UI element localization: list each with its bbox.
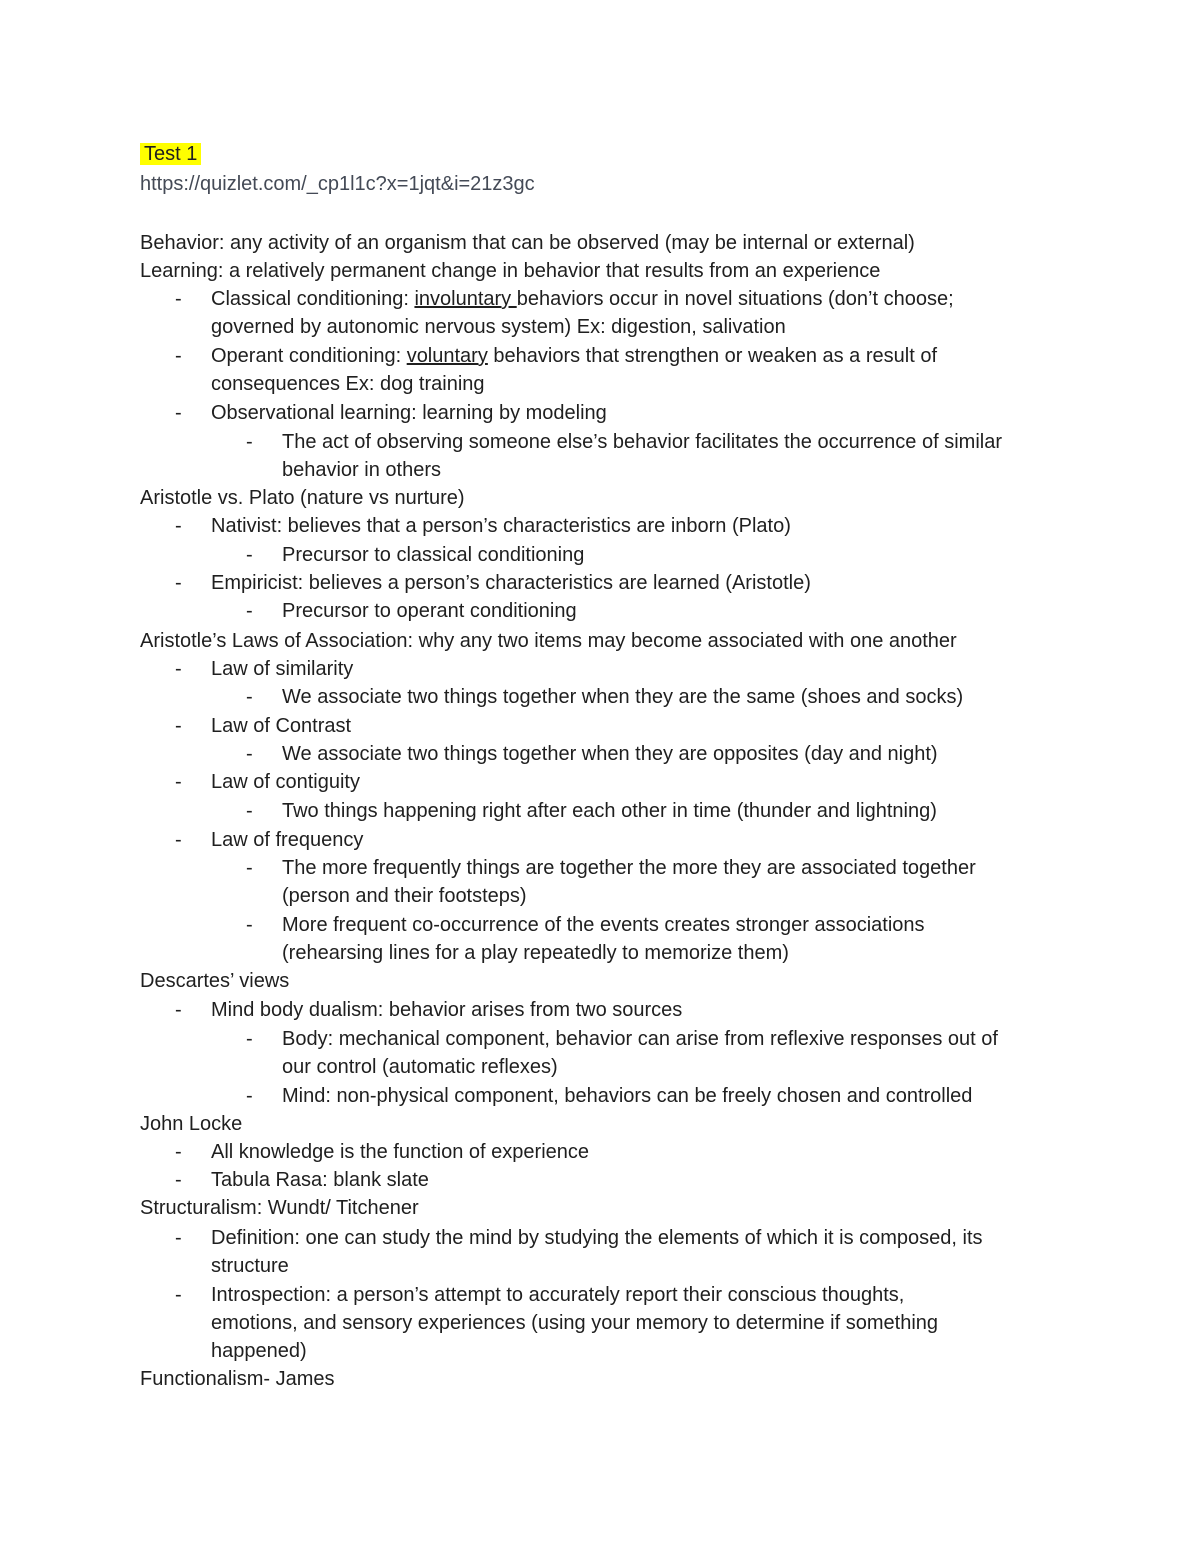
sub-bullet-dash: - <box>246 1028 253 1050</box>
mind-body-dualism: Mind body dualism: behavior arises from two sources <box>211 999 683 1021</box>
nativist: Nativist: believes that a person’s characteristics are inborn (Plato) <box>211 515 791 537</box>
laws-of-association-heading: Aristotle’s Laws of Association: why any two items may become associated with one another <box>140 630 957 652</box>
similarity-detail: We associate two things together when they are the same (shoes and socks) <box>282 686 964 708</box>
underlined-involuntary: involuntary <box>414 288 517 310</box>
frequency-detail-1-cont: (person and their footsteps) <box>282 885 527 907</box>
law-of-similarity: Law of similarity <box>211 658 354 680</box>
underlined-voluntary: voluntary <box>406 345 488 367</box>
sub-bullet-dash: - <box>246 686 253 708</box>
observational-learning: Observational learning: learning by modeling <box>211 402 607 424</box>
john-locke-heading: John Locke <box>140 1113 243 1135</box>
bullet-dash: - <box>175 1141 182 1163</box>
observational-detail: The act of observing someone else’s behavior facilitates the occurrence of similar <box>282 431 1002 453</box>
structuralism-definition-cont: structure <box>211 1255 289 1277</box>
contrast-detail: We associate two things together when they are opposites (day and night) <box>282 743 938 765</box>
nativist-detail: Precursor to classical conditioning <box>282 544 585 566</box>
sub-bullet-dash: - <box>246 800 253 822</box>
bullet-dash: - <box>175 658 182 680</box>
frequency-detail-1: The more frequently things are together the more they are associated together <box>282 857 976 879</box>
observational-detail-cont: behavior in others <box>282 459 441 481</box>
operant-label: Operant conditioning: <box>211 345 407 367</box>
sub-bullet-dash: - <box>246 431 253 453</box>
bullet-dash: - <box>175 1227 182 1249</box>
bullet-dash: - <box>175 771 182 793</box>
introspection-cont-2: happened) <box>211 1340 307 1362</box>
sub-bullet-dash: - <box>246 600 253 622</box>
law-of-contiguity: Law of contiguity <box>211 771 360 793</box>
operant-conditioning <box>211 342 937 370</box>
structuralism-heading: Structuralism: Wundt/ Titchener <box>140 1197 419 1219</box>
frequency-detail-2-cont: (rehearsing lines for a play repeatedly to memorize them) <box>282 942 789 964</box>
operant-text: behaviors that strengthen or weaken as a result of <box>487 345 937 367</box>
quizlet-link[interactable]: https://quizlet.com/_cp1l1c?x=1jqt&i=21z3gc <box>140 173 535 195</box>
highlighted-title: Test 1 <box>140 143 201 165</box>
bullet-dash: - <box>175 572 182 594</box>
body-detail: Body: mechanical component, behavior can arise from reflexive responses out of <box>282 1028 998 1050</box>
bullet-dash: - <box>175 515 182 537</box>
mind-detail: Mind: non-physical component, behaviors can be freely chosen and controlled <box>282 1085 973 1107</box>
contiguity-detail: Two things happening right after each other in time (thunder and lightning) <box>282 800 937 822</box>
operant-conditioning-cont: consequences Ex: dog training <box>211 373 485 395</box>
classical-conditioning <box>211 285 954 313</box>
functionalism-heading: Functionalism- James <box>140 1368 335 1390</box>
law-of-contrast: Law of Contrast <box>211 715 352 737</box>
introspection-cont-1: emotions, and sensory experiences (using your memory to determine if something <box>211 1312 939 1334</box>
empiricist: Empiricist: believes a person’s characteristics are learned (Aristotle) <box>211 572 811 594</box>
sub-bullet-dash: - <box>246 743 253 765</box>
classical-conditioning-cont: governed by autonomic nervous system) Ex: digestion, salivation <box>211 316 786 338</box>
title-line <box>140 140 201 168</box>
body-detail-cont: our control (automatic reflexes) <box>282 1056 558 1078</box>
bullet-dash: - <box>175 402 182 424</box>
descartes-heading: Descartes’ views <box>140 970 290 992</box>
aristotle-plato-heading: Aristotle vs. Plato (nature vs nurture) <box>140 487 465 509</box>
bullet-dash: - <box>175 999 182 1021</box>
introspection: Introspection: a person’s attempt to accurately report their conscious thoughts, <box>211 1284 905 1306</box>
structuralism-definition: Definition: one can study the mind by studying the elements of which it is composed, its <box>211 1227 983 1249</box>
classical-label: Classical conditioning: <box>211 288 415 310</box>
learning-definition: Learning: a relatively permanent change in behavior that results from an experience <box>140 260 881 282</box>
sub-bullet-dash: - <box>246 857 253 879</box>
law-of-frequency: Law of frequency <box>211 829 364 851</box>
locke-knowledge: All knowledge is the function of experience <box>211 1141 590 1163</box>
bullet-dash: - <box>175 1284 182 1306</box>
bullet-dash: - <box>175 288 182 310</box>
frequency-detail-2: More frequent co-occurrence of the events creates stronger associations <box>282 914 925 936</box>
sub-bullet-dash: - <box>246 914 253 936</box>
bullet-dash: - <box>175 1169 182 1191</box>
behavior-definition: Behavior: any activity of an organism that can be observed (may be internal or external) <box>140 232 915 254</box>
sub-bullet-dash: - <box>246 1085 253 1107</box>
bullet-dash: - <box>175 829 182 851</box>
classical-text: behaviors occur in novel situations (don’t choose; <box>516 288 954 310</box>
bullet-dash: - <box>175 345 182 367</box>
sub-bullet-dash: - <box>246 544 253 566</box>
empiricist-detail: Precursor to operant conditioning <box>282 600 577 622</box>
locke-tabula-rasa: Tabula Rasa: blank slate <box>211 1169 429 1191</box>
bullet-dash: - <box>175 715 182 737</box>
